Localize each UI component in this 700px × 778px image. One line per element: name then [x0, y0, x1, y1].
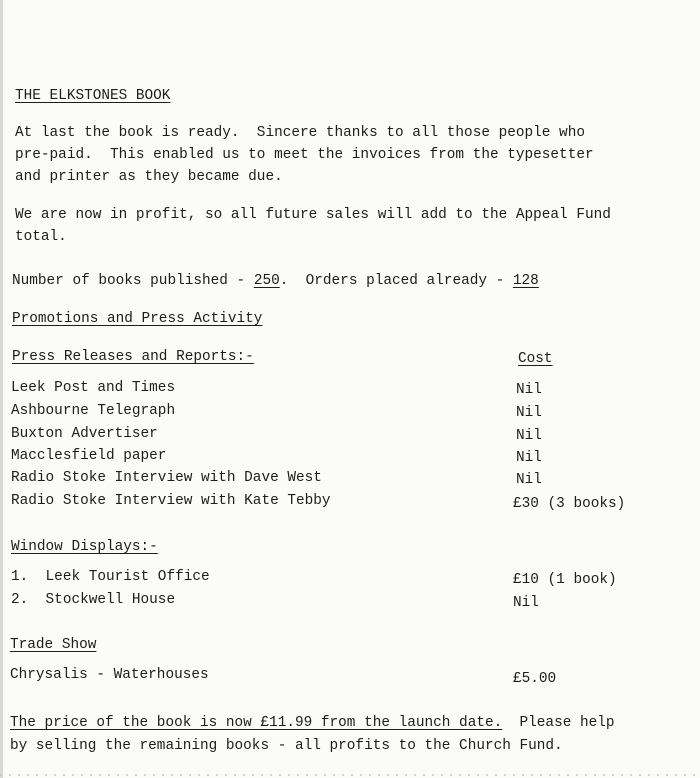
intro-line-3: and printer as they became due.: [15, 169, 283, 185]
window-displays-heading: Window Displays:-: [11, 539, 158, 555]
published-label: Number of books published -: [12, 273, 254, 289]
window-item-cost: £10 (1 book): [513, 572, 617, 588]
page-edge-shadow: [0, 0, 3, 778]
window-item-name: 2. Stockwell House: [11, 592, 176, 608]
published-value: 250: [253, 273, 280, 289]
press-item-name: Radio Stoke Interview with Kate Tebby: [11, 493, 331, 509]
press-item-name: Ashbourne Telegraph: [11, 403, 176, 419]
orders-value: 128: [512, 273, 539, 289]
press-item-name: Radio Stoke Interview with Dave West: [11, 470, 322, 486]
press-item-name: Leek Post and Times: [11, 380, 176, 396]
press-heading: Press Releases and Reports:-: [12, 349, 254, 365]
closing-line-2: by selling the remaining books - all profits to the Church Fund.: [10, 738, 563, 754]
price-announcement: The price of the book is now £11.99 from the launch date.: [10, 715, 503, 731]
press-item-cost: Nil: [516, 382, 542, 398]
cost-column-heading: Cost: [518, 351, 553, 367]
press-item-cost: £30 (3 books): [513, 496, 626, 512]
intro-line-1: At last the book is ready. Sincere thanks to all those people who: [15, 125, 585, 141]
press-item-cost: Nil: [516, 428, 542, 444]
press-item-name: Macclesfield paper: [11, 448, 167, 464]
document-title: THE ELKSTONES BOOK: [15, 88, 171, 104]
window-item-cost: Nil: [513, 595, 539, 611]
closing-appeal: Please help: [502, 715, 615, 731]
orders-label: . Orders placed already -: [279, 273, 513, 289]
page-bottom-edge: [0, 774, 700, 776]
closing-line-1: [10, 714, 615, 732]
profit-line-2: total.: [15, 229, 67, 245]
intro-line-2: pre-paid. This enabled us to meet the invoices from the typesetter: [15, 147, 594, 163]
trade-show-heading: Trade Show: [10, 637, 97, 653]
promotions-heading: Promotions and Press Activity: [12, 311, 263, 327]
trade-item-name: Chrysalis - Waterhouses: [10, 667, 209, 683]
profit-line-1: We are now in profit, so all future sales will add to the Appeal Fund: [15, 207, 611, 223]
window-item-name: 1. Leek Tourist Office: [11, 569, 210, 585]
press-item-cost: Nil: [516, 405, 542, 421]
press-item-name: Buxton Advertiser: [11, 426, 158, 442]
press-item-cost: Nil: [516, 472, 542, 488]
trade-item-cost: £5.00: [513, 671, 557, 687]
press-item-cost: Nil: [516, 450, 542, 466]
book-counts-line: [12, 272, 539, 290]
